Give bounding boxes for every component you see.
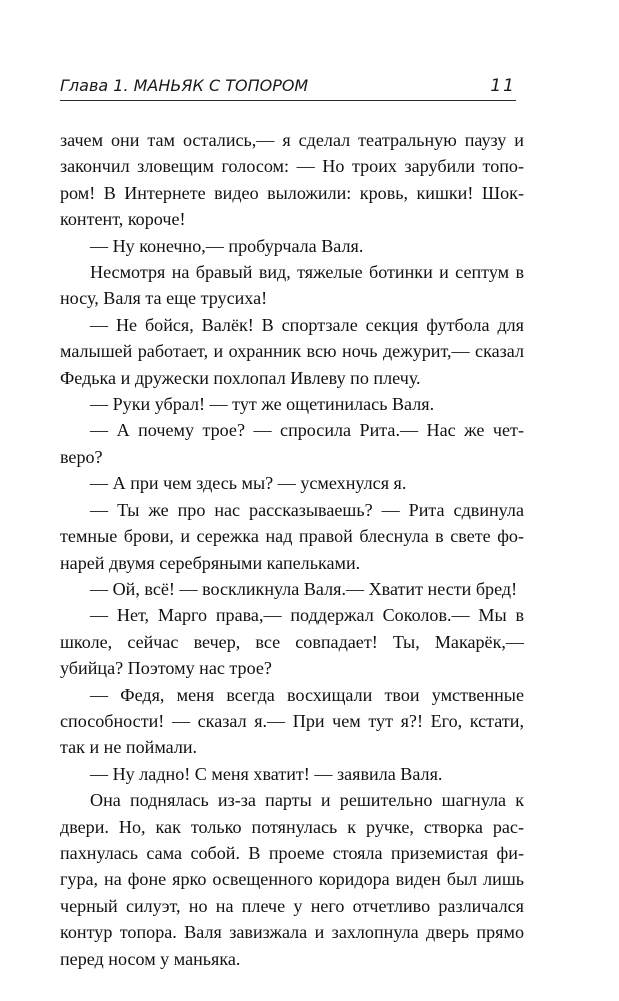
paragraph: — Ну конечно,— пробурчала Валя. [90, 235, 364, 256]
header-rule [60, 100, 516, 101]
paragraph: — Руки убрал! — тут же ощетинилась Валя. [90, 394, 435, 415]
paragraph: — Не бойся, Валёк! В спортзале секция футбола для малышей работает, и охранник всю ночь дежурит,— сказал Федька и дружески похлопал Ивлеву по плечу. [60, 314, 524, 388]
chapter-title: Глава 1. МАНЬЯК С ТОПОРОМ [60, 76, 309, 95]
paragraph: — Нет, Марго права,— поддержал Соколов.— Мы в школе, сейчас вечер, все совпадает! Ты, Макарёк,— убийца? Поэтому нас трое? [60, 605, 524, 679]
paragraph: Она поднялась из-за парты и решительно шагнула к двери. Но, как только потянулась к ручке, створка распахнулась сама собой. В проеме стояла приземистая фигура, на фоне ярко освещенного коридора виден был лишь черный силуэт, но на плече у него отчетливо различался контур топора. Валя завизжала и захлопнула дверь прямо перед носом у маньяка. [60, 790, 524, 969]
body-text [60, 127, 524, 972]
paragraph: — Федя, меня всегда восхищали твои умственные способности! — сказал я.— При чем тут я?! Его, кстати, так и не поймали. [60, 684, 524, 758]
page-number: 11 [490, 76, 516, 96]
paragraph: — Ну ладно! С меня хватит! — заявила Валя. [90, 763, 443, 784]
paragraph: Несмотря на бравый вид, тяжелые ботинки и септум в носу, Валя та еще трусиха! [60, 262, 524, 309]
paragraph: зачем они там остались,— я сделал театральную паузу и закончил зловещим голосом: — Но троих зарубили топором! В Интернете видео выложили: кровь, кишки! Шокконтент, короче! [60, 130, 524, 230]
running-head [60, 76, 516, 100]
paragraph: — Ты же про нас рассказываешь? — Рита сдвинула темные брови, и сережка над правой блеснула в свете фонарей двумя серебряными капельками. [60, 499, 524, 573]
paragraph: — Ой, всё! — воскликнула Валя.— Хватит нести бред! [90, 578, 518, 599]
paragraph: — А почему трое? — спросила Рита.— Нас же четверо? [60, 420, 524, 467]
paragraph: — А при чем здесь мы? — усмехнулся я. [90, 473, 407, 494]
